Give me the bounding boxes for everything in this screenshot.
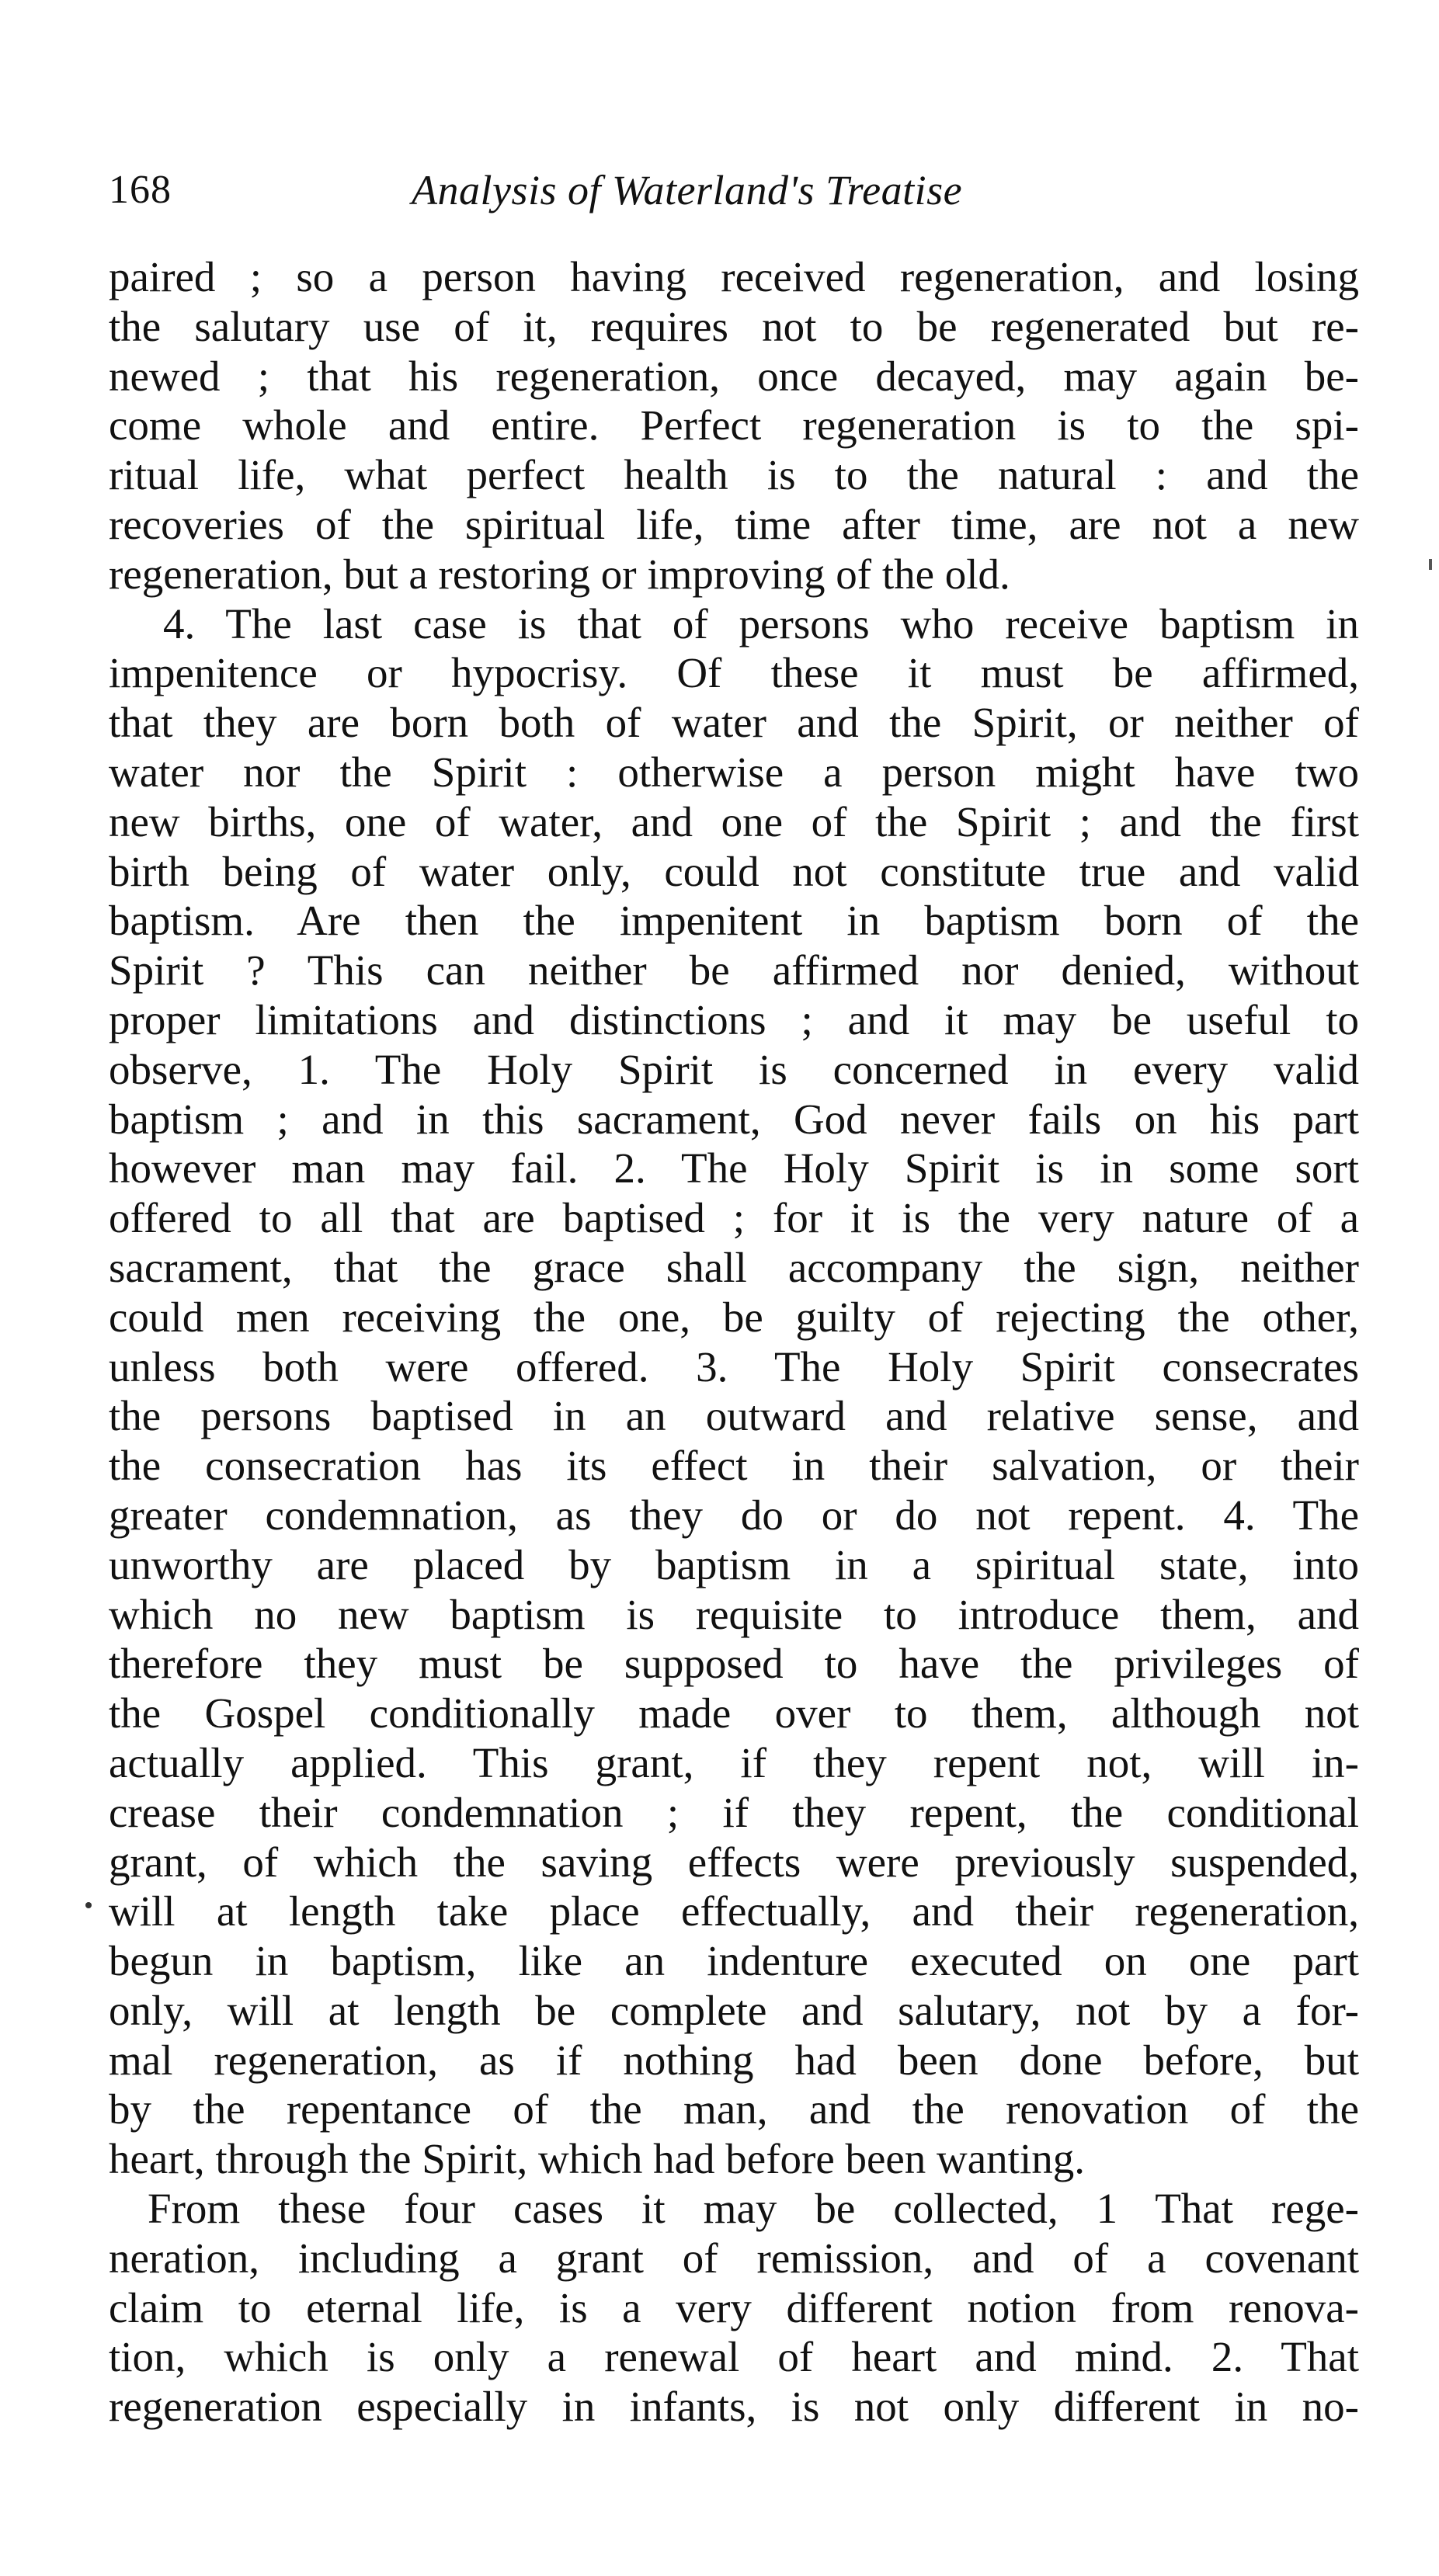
text-line: actually applied. This grant, if they repent not, will in- bbox=[109, 1738, 1359, 1786]
margin-dot bbox=[85, 1902, 92, 1908]
text-line: proper limitations and distinctions ; and it may be useful to bbox=[109, 995, 1359, 1043]
text-line: sacrament, that the grace shall accompany the sign, neither bbox=[109, 1243, 1359, 1291]
text-line: paired ; so a person having received regeneration, and losing bbox=[109, 253, 1359, 300]
text-line: impenitence or hypocrisy. Of these it must be affirmed, bbox=[109, 649, 1359, 697]
text-line: the persons baptised in an outward and relative sense, and bbox=[109, 1392, 1359, 1440]
text-line: baptism. Are then the impenitent in baptism born of the bbox=[109, 897, 1359, 945]
text-line: crease their condemnation ; if they repent, the conditional bbox=[109, 1788, 1359, 1836]
page-number: 168 bbox=[109, 168, 172, 212]
margin-mark bbox=[1429, 559, 1432, 570]
text-line: regeneration, but a restoring or improving of the old. bbox=[109, 550, 1010, 598]
text-line: grant, of which the saving effects were previously suspended, bbox=[109, 1838, 1359, 1886]
text-line: unless both were offered. 3. The Holy Spirit consecrates bbox=[109, 1342, 1359, 1390]
text-line: however man may fail. 2. The Holy Spirit is in some sort bbox=[109, 1144, 1359, 1193]
text-line: by the repentance of the man, and the renovation of the bbox=[109, 2085, 1359, 2133]
text-line: Spirit ? This can neither be affirmed nor denied, without bbox=[109, 946, 1359, 995]
text-line: the salutary use of it, requires not to be regenerated but re- bbox=[109, 302, 1359, 350]
text-line: regeneration especially in infants, is not only different in no- bbox=[109, 2383, 1359, 2431]
text-line: offered to all that are baptised ; for it is the very nature of a bbox=[109, 1194, 1359, 1242]
text-line: claim to eternal life, is a very different notion from renova- bbox=[109, 2283, 1359, 2331]
text-line: could men receiving the one, be guilty of rejecting the other, bbox=[109, 1293, 1359, 1341]
text-line: greater condemnation, as they do or do not repent. 4. The bbox=[109, 1491, 1359, 1539]
text-line: observe, 1. The Holy Spirit is concerned in every valid bbox=[109, 1045, 1359, 1093]
text-line: the consecration has its effect in their salvation, or their bbox=[109, 1442, 1359, 1490]
text-line: tion, which is only a renewal of heart and mind. 2. That bbox=[109, 2333, 1359, 2381]
text-line: new births, one of water, and one of the Spirit ; and the first bbox=[109, 797, 1359, 845]
text-line: only, will at length be complete and salutary, not by a for- bbox=[109, 1986, 1359, 2034]
text-line: the Gospel conditionally made over to them, although not bbox=[109, 1689, 1359, 1738]
text-line: that they are born both of water and the Spirit, or neither of bbox=[109, 699, 1359, 747]
text-line: birth being of water only, could not constitute true and valid bbox=[109, 847, 1359, 895]
running-title: Analysis of Waterland's Treatise bbox=[412, 167, 963, 214]
text-line: newed ; that his regeneration, once decayed, may again be- bbox=[109, 352, 1359, 400]
text-line: 4. The last case is that of persons who receive baptism in bbox=[163, 599, 1359, 647]
text-line: come whole and entire. Perfect regeneration is to the spi- bbox=[109, 401, 1359, 450]
text-line: ritual life, what perfect health is to the natural : and the bbox=[109, 451, 1359, 499]
text-line: begun in baptism, like an indenture executed on one part bbox=[109, 1937, 1359, 1985]
text-line: baptism ; and in this sacrament, God never fails on his part bbox=[109, 1095, 1359, 1143]
text-line: water nor the Spirit : otherwise a person might have two bbox=[109, 748, 1359, 796]
text-line: neration, including a grant of remission, and of a covenant bbox=[109, 2234, 1359, 2282]
text-line: mal regeneration, as if nothing had been done before, but bbox=[109, 2036, 1359, 2084]
text-line: recoveries of the spiritual life, time after time, are not a new bbox=[109, 500, 1359, 548]
text-line: therefore they must be supposed to have the privileges of bbox=[109, 1640, 1359, 1688]
text-line: unworthy are placed by baptism in a spiritual state, into bbox=[109, 1540, 1359, 1588]
text-line: will at length take place effectually, and their regeneration, bbox=[109, 1887, 1359, 1935]
body-text bbox=[109, 252, 1359, 2432]
page-header bbox=[109, 159, 1336, 221]
text-line: heart, through the Spirit, which had before been wanting. bbox=[109, 2135, 1085, 2183]
text-line: From these four cases it may be collected, 1 That rege- bbox=[148, 2185, 1359, 2233]
text-line: which no new baptism is requisite to introduce them, and bbox=[109, 1590, 1359, 1638]
